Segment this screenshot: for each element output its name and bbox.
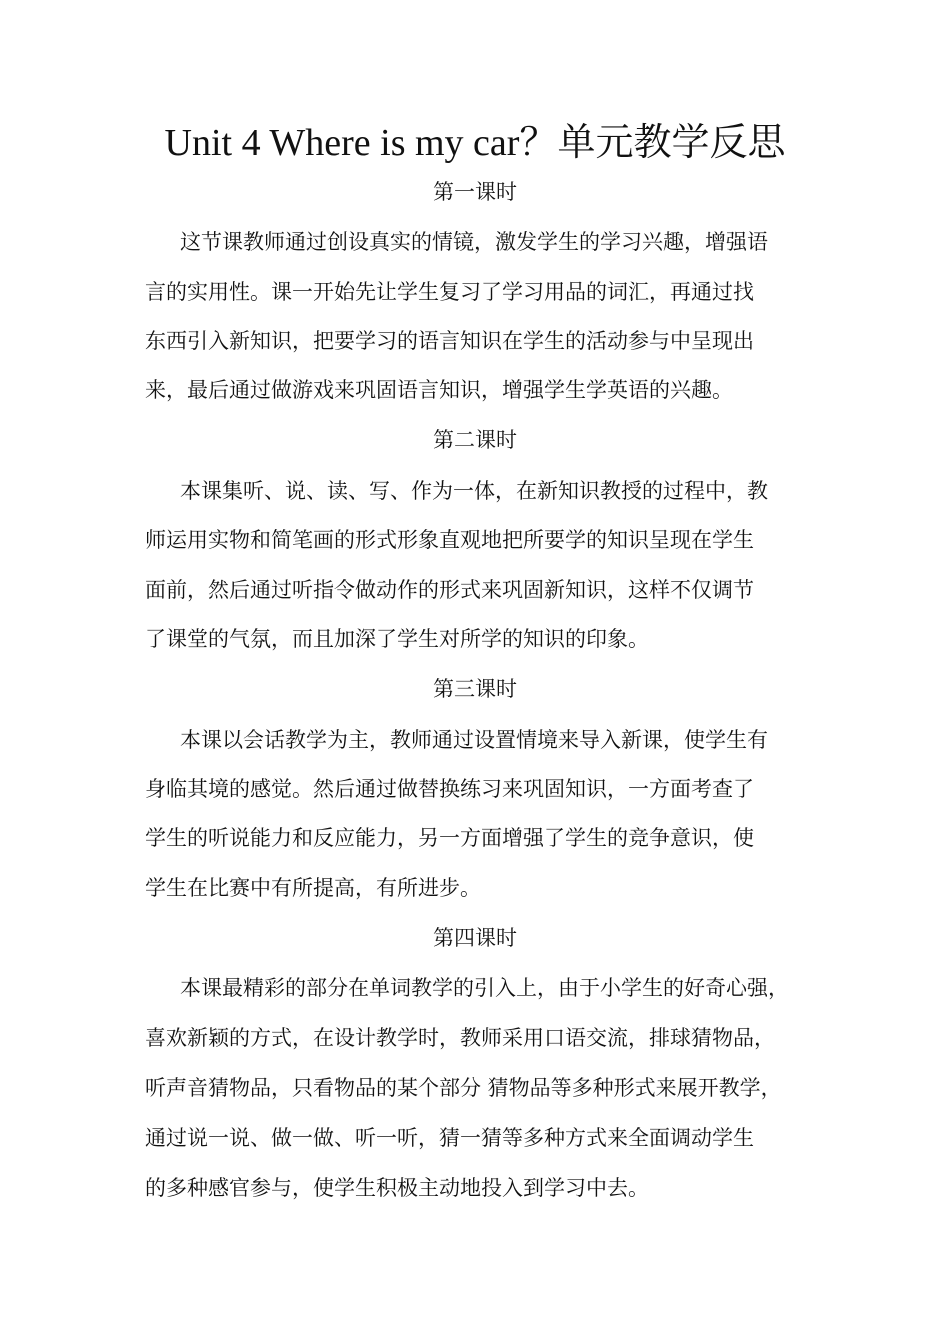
section-heading-3: 第三课时 <box>433 677 517 701</box>
paragraph-line: 身临其境的感觉。然后通过做替换练习来巩固知识，一方面考查了 <box>145 777 754 801</box>
paragraph-line: 听声音猜物品，只看物品的某个部分 猜物品等多种形式来展开教学， <box>145 1076 782 1100</box>
paragraph-line: 本课以会话教学为主，教师通过设置情境来导入新课，使学生有 <box>180 728 768 752</box>
paragraph-line: 学生的听说能力和反应能力，另一方面增强了学生的竞争意识，使 <box>145 826 754 850</box>
section-heading-2: 第二课时 <box>433 428 517 452</box>
paragraph-line: 通过说一说、做一做、听一听，猜一猜等多种方式来全面调动学生 <box>145 1126 754 1150</box>
paragraph-line: 面前，然后通过听指令做动作的形式来巩固新知识，这样不仅调节 <box>145 578 754 602</box>
paragraph-line: 的多种感官参与，使学生积极主动地投入到学习中去。 <box>145 1176 649 1200</box>
paragraph-line: 师运用实物和简笔画的形式形象直观地把所要学的知识呈现在学生 <box>145 528 754 552</box>
paragraph-line: 喜欢新颖的方式，在设计教学时，教师采用口语交流，排球猜物品， <box>145 1026 775 1050</box>
paragraph-line: 东西引入新知识，把要学习的语言知识在学生的活动参与中呈现出 <box>145 329 754 353</box>
paragraph-line: 本课集听、说、读、写、作为一体，在新知识教授的过程中，教 <box>180 479 768 503</box>
paragraph-line: 本课最精彩的部分在单词教学的引入上，由于小学生的好奇心强， <box>180 976 789 1000</box>
document-title: Unit 4 Where is my car？单元教学反思 <box>164 122 786 164</box>
section-heading-4: 第四课时 <box>433 926 517 950</box>
paragraph-line: 来，最后通过做游戏来巩固语言知识，增强学生学英语的兴趣。 <box>145 378 733 402</box>
paragraph-line: 学生在比赛中有所提高，有所进步。 <box>145 876 481 900</box>
paragraph-line: 言的实用性。课一开始先让学生复习了学习用品的词汇，再通过找 <box>145 280 754 304</box>
section-heading-1: 第一课时 <box>433 180 517 204</box>
paragraph-line: 了课堂的气氛，而且加深了学生对所学的知识的印象。 <box>145 627 649 651</box>
paragraph-line: 这节课教师通过创设真实的情镜，激发学生的学习兴趣，增强语 <box>180 230 768 254</box>
